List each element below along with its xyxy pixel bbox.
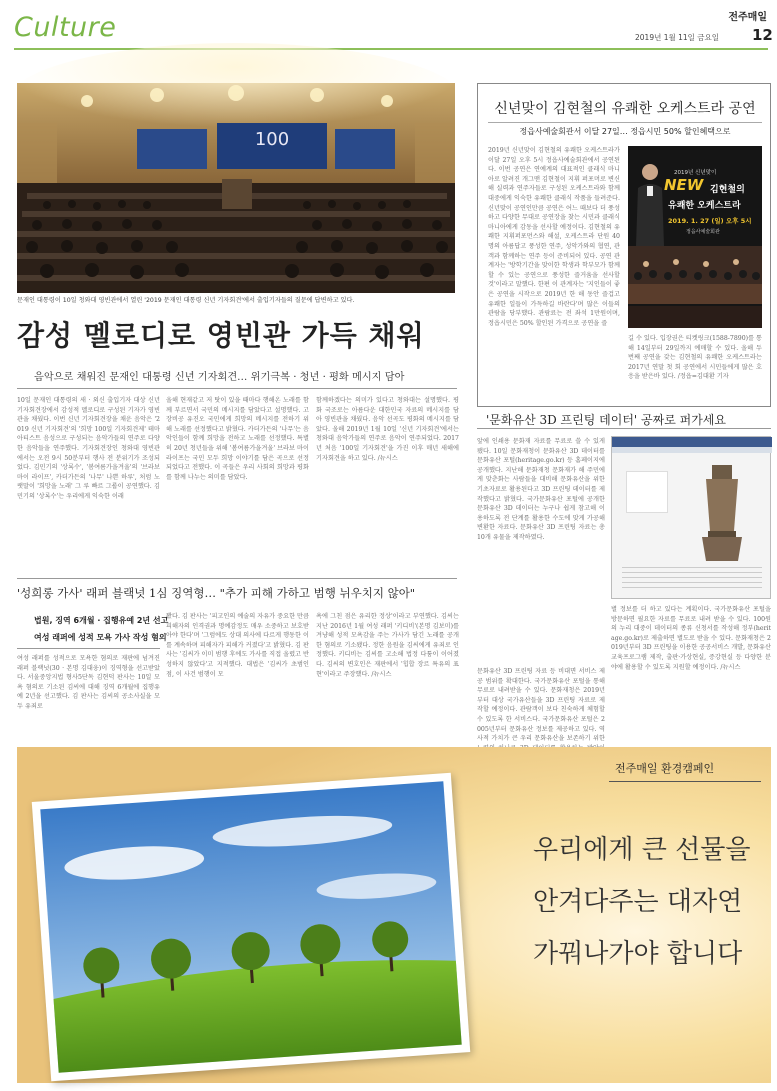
landscape-photo-card bbox=[32, 773, 471, 1082]
orchestra-stage-image bbox=[628, 246, 762, 304]
orchestra-box bbox=[477, 83, 771, 407]
issue-date: 2019년 1월 11일 금요일 bbox=[635, 33, 720, 42]
court-title: '성희롱 가사' 래퍼 블랙넛 1심 징역형… "추가 피해 가하고 범행 뉘우치지 않아" bbox=[17, 586, 416, 600]
green-field-photo bbox=[40, 781, 461, 1073]
court-column-1: 여성 래퍼를 성적으로 모욕한 혐의로 재판에 넘겨진 래퍼 블랙넛(30 · 본명 김대웅)이 징역형을 선고받았다. 서울중앙지법 형사5단독 김현덕 판사는 10일 모욕 혐의로 기소된 김씨에 대해 징역 6개월에 집행유예 2년을 선고했다. 김 판사는 김씨의 공소사실을 모두 유죄로 bbox=[17, 655, 160, 710]
poster-venue: 정읍사예술회관 bbox=[686, 229, 720, 235]
portal-nav-bar bbox=[612, 447, 772, 453]
header-rule bbox=[14, 48, 768, 50]
poster-title: 유쾌한 오케스트라 bbox=[668, 201, 741, 211]
court-column-2: 봤다. 김 판사는 '피고인의 예술의 자유가 중요한 만큼 피해자의 인격권과 명예감정도 매우 소중하고 보호받아야 한다'며 '그럼에도 상대 의사에 다르게 행동한 이를 계속하며 피해자가 피해가 커졌다'고 밝혔다. 김 판사는 '김씨가 이미 범행 후에도 가사를 직접 올렸고 반성하지 않았다'고 지적했다. 대법은 '김씨가 초범인 점, 이 사건 범행이 모 bbox=[166, 613, 309, 678]
lead-column-2: 올해 현재같고 저 탓이 있을 때마다 행해온 노래를 함께 부르면서 국민의 메시지를 담았다고 설명했다. 고 장비공 유진오 국민에게 희망의 메시지를 전하기 위해 노래를 선정했다고 밝혔다. 카더가든의 '나무'는 음악인들이 함께 희망을 전하고 노래를 선정했다. 특별히 20년 청년들을 위해 '봄여름가을겨울' 브라보 마이 라이프는 국민 모두 희망 이야기를 담은 곡으로 선정되었다고 전했다. 이 곡들은 우리 사회의 희망과 평화를 함께 나누는 의미를 담았다. bbox=[166, 397, 309, 481]
page-number: 12 bbox=[752, 26, 773, 44]
heritage-column-1: 앞에 인쇄용 문화재 자료를 무료로 쓸 수 있게 됐다. 10일 문화재청이 문화유산 3D 데이터를 문화유산 포털(heritage.go.kr) 등 홈페이지에 공개했다. 지난해 문화재청 문화재가 해 주민에게 맞춘화는 사람들을 대비해 문화유산을 위한 기초자료로 활용된다고 3D 프린팅 데이터를 제작했다고 밝혔다. 국가문화유산 포털에 공개한 문화유산 3D 데이터는 누구나 쉽게 참고해 이용하도록 전 단계를 활용한 수도에 맞게 가공해 변환한 자료다. 문화유산 3D 프린팅 자료는 총 10개 유물을 제작하였다. bbox=[477, 438, 605, 541]
newspaper-name: 전주매일 bbox=[728, 12, 767, 23]
poster-name: 김현철의 bbox=[710, 185, 745, 195]
heritage-title-rule bbox=[477, 428, 771, 429]
orchestra-title-rule bbox=[488, 122, 762, 123]
section-title: Culture bbox=[14, 12, 117, 43]
campaign-slogan-3: 가꿔나가야 합니다 bbox=[533, 939, 743, 969]
campaign-tag-rule bbox=[609, 781, 761, 782]
orchestra-tail: 길 수 있다. 입장권은 티켓링크(1588-7890)를 통해 14일부터 29일까지 예매할 수 있다. 올해 두 번째 공연을 갖는 김현철의 유쾌한 오케스트라는 2017년 연말 첫 회 공연에서 시민들에게 많은 호응을 받은바 있다. /정읍=김대환 기자 bbox=[628, 335, 762, 381]
lead-subheadline: 음악으로 채워진 문재인 대통령 신년 기자회견… 위기극복 · 청년 · 평화 메시지 담아 bbox=[34, 372, 405, 383]
poster-new: NEW bbox=[664, 176, 704, 194]
portal-artifact-thumbnail bbox=[626, 471, 668, 513]
campaign-slogan-1: 우리에게 큰 선물을 bbox=[533, 835, 751, 865]
heritage-column-2: 문화유산 3D 프린팅 자료 등 비대면 서비스 제공 범위를 확대한다. 국가문화유산 포털을 통해 무료로 내려받을 수 있다. 문화재청은 2019년부터 대상 국가유산들을 3D 프린팅 자료로 제작할 예정이다. 관람객이 보다 친숙하게 체험할 수 있도록 한 서비스다. 국가문화유산 포털은 2005년부터 문화유산 정보를 제공하고 있다. 역사적 가치가 큰 우리 문화유산을 보존하기 위한 bbox=[477, 668, 605, 743]
court-subtitle-2: 여성 래퍼에 성적 모욕 가사 작성 혐의 bbox=[34, 633, 167, 642]
svg-text:100: 100 bbox=[254, 129, 290, 150]
poster-footer bbox=[628, 306, 762, 328]
conductor-figure bbox=[634, 160, 666, 246]
concert-poster bbox=[628, 146, 762, 328]
campaign-banner bbox=[17, 747, 771, 1083]
lead-column-3: 함께하겠다는 의미가 있다고 청와대는 설명했다. 평화 국조로는 아름다운 대한민국 자료의 메시지를 담아 영빈관을 채웠다. 음악 선곡도 평화의 메시지를 담았다. 올해 2019년 1월 10일 '신년 기자회견'에서는 청와대 음악가들의 연주로 음악이 연주되었다. 2017년 처음 '100일 기자회견'을 가진 이후 매년 새해에 기자회견을 하고 있다. /뉴시스 bbox=[316, 397, 459, 462]
court-column-3: 욕에 그친 점은 유리한 정상'이라고 부연했다. 김씨는 지난 2016년 1월 여성 래퍼 '키디비'(본명 김보미)를 겨냥해 성적 모욕감을 주는 가사가 담긴 노래를 공개한 혐의로 기소됐다. 정한 음원을 김씨에게 유죄로 인정했다. 키디비는 김씨를 고소해 법정 다툼이 이어졌다. 김씨의 변호인은 재판에서 '힙합 장르 특유의 표현'이라고 주장했다. /뉴시스 bbox=[316, 613, 459, 678]
portal-header-bar bbox=[612, 437, 772, 447]
press-conference-photo bbox=[17, 83, 455, 293]
portal-content-lines bbox=[622, 567, 762, 591]
campaign-slogan-2: 안겨다주는 대자연 bbox=[533, 887, 743, 917]
court-sub-rule bbox=[17, 648, 160, 649]
heritage-portal-screenshot bbox=[611, 436, 771, 599]
campaign-tag: 전주매일 환경캠페인 bbox=[615, 762, 715, 775]
lead-headline: 감성 멜로디로 영빈관 가득 채워 bbox=[17, 319, 425, 352]
orchestra-body: 2019년 신년맞이 김현철의 유쾌한 오케스트라가 이달 27일 오후 5시 정읍사예술회관에서 공연된다. 이번 공연은 연예계의 대표적인 클래식 마니아로 알려진 개그맨 김현철이 지휘 퍼포머로 변신해 실력과 연주자들로 구성된 오케스트라와 함께 대중에게 익숙한 유쾌한 클래식 작품을 들려준다. 신년맞이 공연인만큼 공연은 어느 때보다 더 풍성하고 다양한 무대로 공연장을 찾는 시민과 클래식 마니아에게 감동을 선사할 예정이다. 김현철의 유쾌한 지휘퍼포먼스와 해설, 오케스트라 단원 40명의 아름답고 풍성한 연주, 성악가와의 협연, 관객과 함께하는 연주 등이 준비되어 있다. 공연 관계자는 '방학기간을 맞이한 학생과 학부모가 함께할 수 있는 공연으로 풍성한 즐거움을 선사할 것'이라고 말했다. 한편 이 관계자는 '지인들이 좋은 공연을 시작으로 2019년 한 해 동안 즐겁고 유쾌한 일들이 가득하길 바란다'며 많은 이들의 관람을 당부했다. 관람료는 전 좌석 1만원이며, 정읍시민은 50% 할인된 가격으로 공연을 즐 bbox=[488, 147, 620, 327]
poster-date: 2019. 1. 27 (일) 오후 5시 bbox=[668, 217, 752, 225]
artifact-3d-model bbox=[692, 461, 752, 567]
court-top-rule bbox=[17, 578, 457, 579]
photo-caption: 문재인 대통령이 10일 청와대 영빈관에서 열린 '2019 문재인 대통령 신년 기자회견'에서 출입기자들의 질문에 답변하고 있다. bbox=[17, 297, 355, 304]
heritage-title: '문화유산 3D 프린팅 데이터' 공짜로 퍼가세요 bbox=[486, 413, 726, 427]
lead-sub-rule bbox=[17, 388, 457, 389]
orchestra-title: 신년맞이 김현철의 유쾌한 오케스트라 공연 bbox=[494, 101, 756, 117]
orchestra-subtitle: 정읍사예술회관서 이달 27일… 정읍시민 50% 할인혜택으로 bbox=[519, 127, 731, 136]
court-subtitle-1: 법원, 징역 6개월 · 집행유예 2년 선고 bbox=[34, 616, 169, 625]
poster-year: 2019년 신년맞이 bbox=[674, 170, 717, 176]
heritage-column-3: 별 정보를 더 하고 있다는 계획이다. 국가문화유산 포털을 방문하면 필요한 자료를 무료로 내려 받을 수 있다. 100원의 누리 대중이 데이터의 종류 신청서를 작성해 정부(heritage.go.kr)로 제출하면 별도로 받을 수 있다. 문화재청은 2019년부터 3D 프린팅을 이용한 공공서비스 개발, 문화유산 교육프로그램 제작, 출판·가상현실, 증강현실 등 다양한 분야에 활용할 수 있도록 지원할 예정이다. /뉴시스 bbox=[611, 606, 771, 671]
lead-column-1: 10일 문재인 대통령의 새 · 외신 출입기자 대상 신년 기자회견장에서 감성적 멜로디로 구성된 기자가 영빈관을 채웠다. 이번 신년 기자회견장을 채운 음악은 '2019 신년 기자회견'의 '희망 100일 기자회견제' 테마 아티스트 음성으로 구성되는 음악가들의 연주로 다양한 음악들을 연주했다. 기자회견장인 청와대 영빈관에서는 오전 9시 50분부터 행사 전 분위기가 조성되었다. 김민기의 '상록수', '봄여름가을겨울'의 '브라보 마이 라이프', 카더가든의 '나무' 나쁜 하루', 처럼 노랫말이 '희망을 노래' 그 루 빠르 그룹이 공연했다. 김민기의 '상록수'는 우리에게 익숙한 이래 bbox=[17, 397, 160, 500]
